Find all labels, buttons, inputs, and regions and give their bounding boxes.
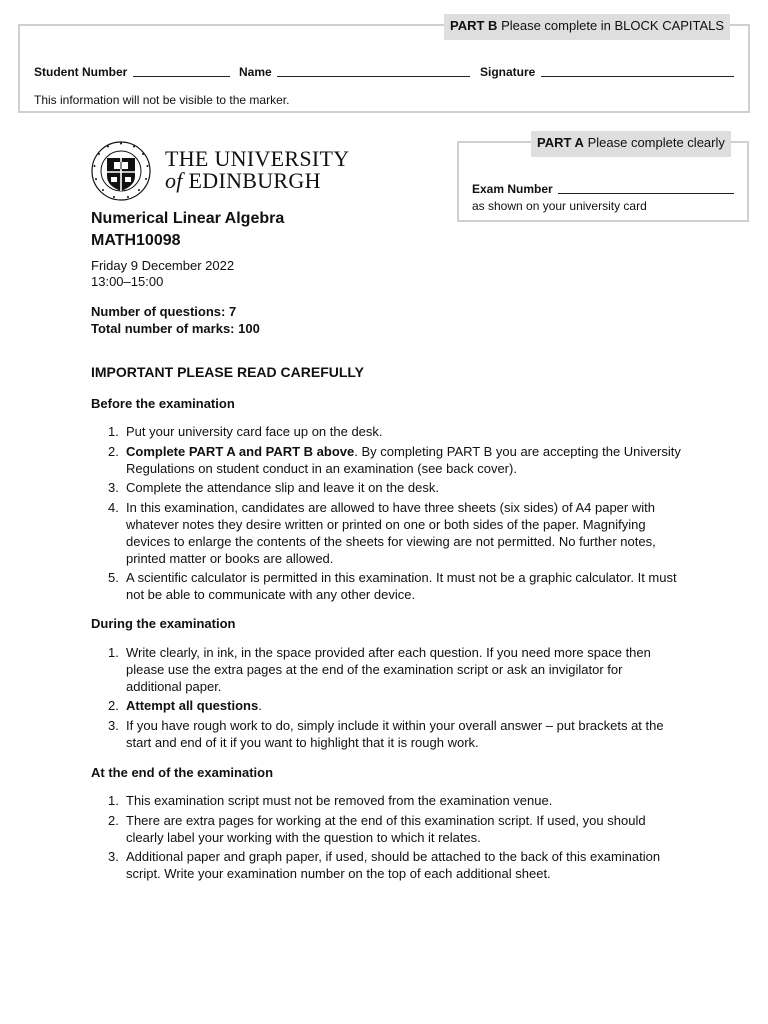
name-field[interactable] (277, 76, 470, 77)
list-number: 2. (108, 812, 119, 828)
list-item-bold: Attempt all questions (126, 698, 259, 714)
before-heading: Before the examination (91, 396, 235, 411)
list-item-text: Additional paper and graph paper, if used, should be attached to the back of this examination script. Write your examination number on the top of each additional sheet. (126, 849, 661, 882)
list-number: 2. (108, 698, 119, 714)
list-item (91, 500, 681, 567)
list-item-text: This examination script must not be removed from the examination venue. (126, 793, 553, 808)
exam-time: 13:00–15:00 (91, 274, 164, 289)
before-list (91, 424, 681, 607)
list-number: 5. (108, 570, 119, 586)
list-item (91, 480, 681, 497)
part-b-note: This information will not be visible to the marker. (34, 93, 290, 107)
list-item-bold: Complete PART A and PART B above (126, 443, 355, 459)
important-heading: IMPORTANT PLEASE READ CAREFULLY (91, 364, 365, 380)
list-item-text: Complete the attendance slip and leave it on the desk. (126, 480, 439, 496)
list-item-text: Write clearly, in ink, in the space provided after each question. If you need more space then please use the extra pages at the end of the examination script or ask an invigilator for additional paper. (126, 645, 651, 694)
list-item (91, 813, 681, 847)
university-name-edinburgh: EDINBURGH (188, 168, 321, 193)
student-number-field[interactable] (133, 76, 230, 77)
exam-number-label: Exam Number (472, 182, 553, 196)
list-item (91, 645, 681, 695)
part-b-tag-bold: PART B (450, 18, 498, 33)
list-number: 3. (108, 849, 119, 865)
course-title: Numerical Linear Algebra (91, 210, 285, 227)
signature-label: Signature (480, 65, 536, 79)
part-a-tag-bold: PART A (537, 135, 584, 150)
list-item (91, 849, 681, 883)
list-number: 2. (108, 443, 119, 459)
list-item-text: . (258, 698, 262, 714)
number-of-questions: Number of questions: 7 (91, 304, 237, 319)
list-item-text: . By completing PART B you are accepting the University Regulations on student conduct in an examination (see back cover). (126, 443, 681, 476)
list-item (91, 570, 681, 604)
list-item (91, 698, 681, 715)
list-item-text: A scientific calculator is permitted in this examination. It must not be a graphic calculator. It must not be able to communicate with any other device. (126, 570, 677, 603)
university-name-line1: THE UNIVERSITY (165, 146, 350, 171)
university-name-of: of (165, 168, 183, 193)
list-item-text: There are extra pages for working at the end of this examination script. If used, you should clearly label your working with the question to which it relates. (126, 812, 646, 845)
list-number: 3. (108, 718, 119, 734)
exam-date: Friday 9 December 2022 (91, 258, 235, 273)
end-list (91, 793, 681, 886)
exam-number-field[interactable] (558, 193, 734, 194)
course-code: MATH10098 (91, 232, 181, 249)
part-a-note: as shown on your university card (472, 199, 647, 213)
list-number: 4. (108, 500, 119, 516)
list-number: 1. (108, 424, 119, 439)
part-b-tag (444, 14, 730, 40)
signature-field[interactable] (541, 76, 734, 77)
part-a-tag-text: Please complete clearly (587, 135, 725, 150)
list-item (91, 424, 681, 441)
student-number-label: Student Number (34, 65, 128, 79)
list-item (91, 793, 681, 810)
list-item-text: If you have rough work to do, simply include it within your overall answer – put brackets at the start and end of it if you want to highlight that it is rough work. (126, 718, 664, 750)
list-item-text: In this examination, candidates are allowed to have three sheets (six sides) of A4 paper with whatever notes they desire written or printed on one or both sides of the paper. Magnifying devices to enlarge the contents of the sheets for viewing are not permitted. No further notes, printed matter or books are allowed. (126, 500, 656, 566)
list-item (91, 718, 681, 752)
during-list (91, 645, 681, 755)
name-label: Name (239, 65, 272, 79)
part-a-tag (531, 131, 731, 157)
end-heading: At the end of the examination (91, 765, 274, 780)
list-item (91, 444, 681, 478)
part-b-tag-text: Please complete in BLOCK CAPITALS (501, 18, 725, 33)
during-heading: During the examination (91, 616, 236, 631)
university-name-line2 (165, 169, 321, 193)
list-number: 1. (108, 645, 119, 660)
list-number: 3. (108, 480, 119, 496)
total-marks: Total number of marks: 100 (91, 321, 260, 336)
list-number: 1. (108, 793, 119, 808)
list-item-text: Put your university card face up on the desk. (126, 424, 383, 439)
